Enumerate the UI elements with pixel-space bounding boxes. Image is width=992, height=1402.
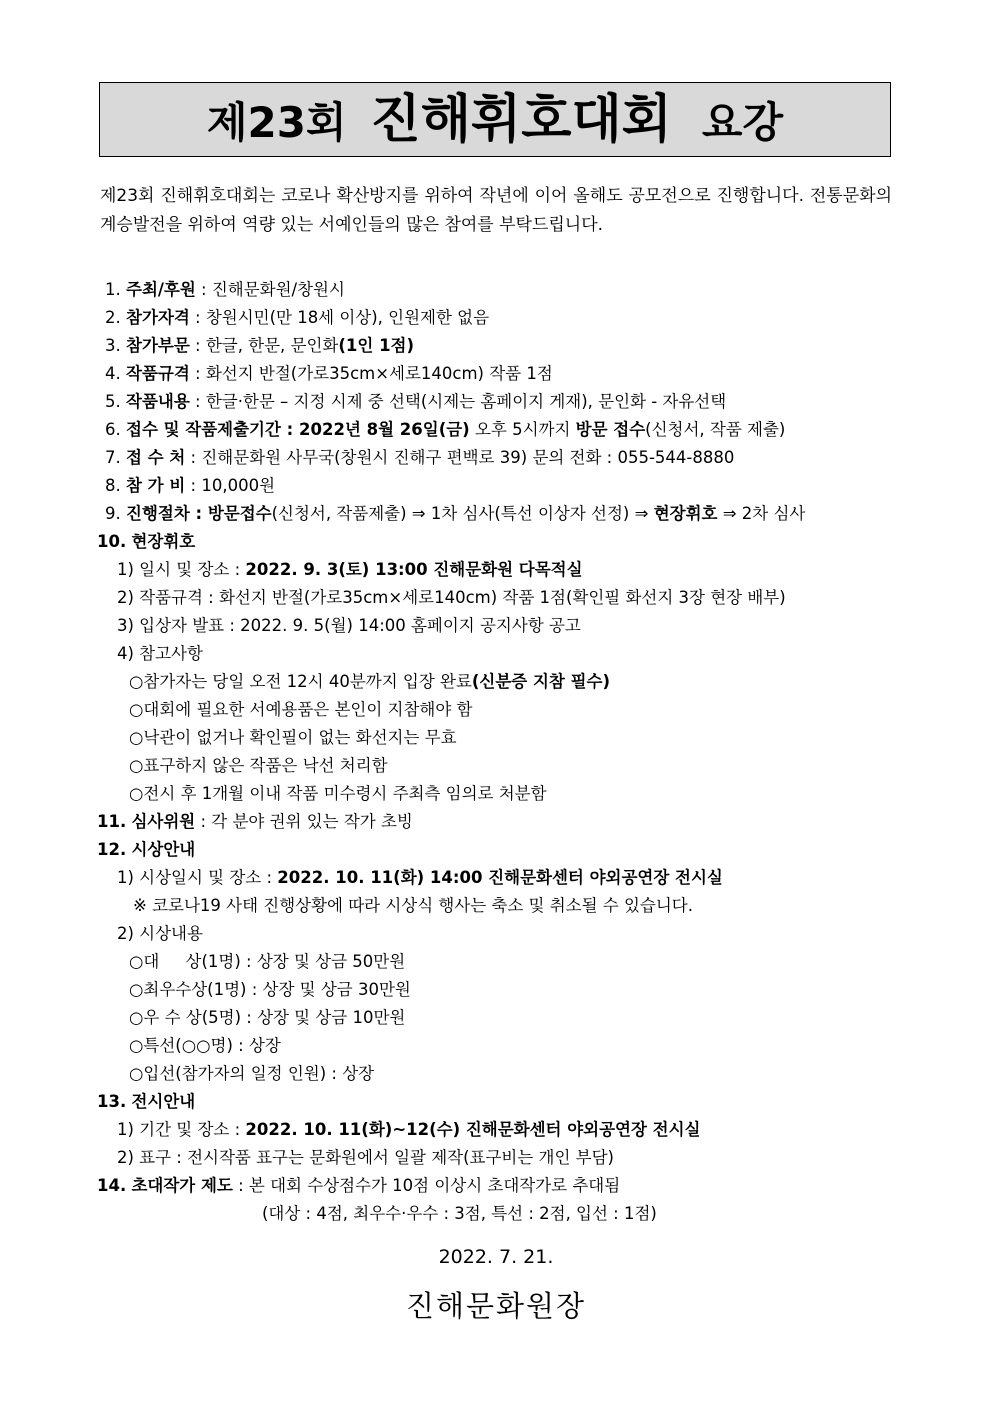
item-14-sub: (대상 : 4점, 최우수·우수 : 3점, 특선 : 2점, 입선 : 1점) [262, 1204, 657, 1223]
award-5: ○입선(참가자의 일정 인원) : 상장 [129, 1064, 375, 1083]
item-3: 3. 참가부문 : 한글, 한문, 문인화(1인 1점) [105, 336, 415, 355]
issue-date: 2022. 7. 21. [438, 1246, 554, 1268]
award-3: ○우 수 상(5명) : 상장 및 상금 10만원 [129, 1008, 406, 1027]
item-12-note: ※ 코로나19 사태 진행상황에 따라 시상식 행사는 축소 및 취소될 수 있습니다. [133, 896, 693, 915]
item-7: 7. 접 수 처 : 진해문화원 사무국(창원시 진해구 편백로 39) 문의 전화 : 055-544-8880 [105, 448, 735, 467]
item-13-1: 1) 기간 및 장소 : 2022. 10. 11(화)~12(수) 진해문화센터 야외공연장 전시실 [117, 1120, 701, 1139]
note-2: ○대회에 필요한 서예용품은 본인이 지참해야 함 [129, 700, 473, 719]
item-13-2: 2) 표구 : 전시작품 표구는 문화원에서 일괄 제작(표구비는 개인 부담) [117, 1148, 614, 1167]
intro-paragraph: 제23회 진해휘호대회는 코로나 확산방지를 위하여 작년에 이어 올해도 공모전으로 진행합니다. 전통문화의 계승발전을 위하여 역량 있는 서예인들의 많은 참여를 부탁드립니다. [100, 186, 892, 235]
item-9: 9. 진행절차 : 방문접수(신청서, 작품제출) ⇒ 1차 심사(특선 이상자 선정) ⇒ 현장휘호 ⇒ 2차 심사 [105, 504, 806, 523]
item-11: 11. 심사위원 : 각 분야 권위 있는 작가 초빙 [97, 812, 413, 831]
signature: 진해문화원장 [405, 1289, 587, 1323]
note-3: ○낙관이 없거나 확인필이 없는 화선지는 무효 [129, 728, 457, 747]
award-4: ○특선(○○명) : 상장 [129, 1036, 281, 1055]
item-10: 10. 현장휘호 [97, 532, 196, 551]
note-4: ○표구하지 않은 작품은 낙선 처리함 [129, 756, 388, 775]
title-main: 진해휘호대회 [370, 89, 672, 150]
item-10-3: 3) 입상자 발표 : 2022. 9. 5(월) 14:00 홈페이지 공지사항 공고 [117, 616, 581, 635]
award-2: ○최우수상(1명) : 상장 및 상금 30만원 [129, 980, 411, 999]
item-13: 13. 전시안내 [97, 1092, 196, 1111]
item-12: 12. 시상안내 [97, 840, 196, 859]
item-2: 2. 참가자격 : 창원시민(만 18세 이상), 인원제한 없음 [105, 308, 490, 327]
item-12-1: 1) 시상일시 및 장소 : 2022. 10. 11(화) 14:00 진해문화센터 야외공연장 전시실 [117, 868, 723, 887]
award-1: ○대 상(1명) : 상장 및 상금 50만원 [129, 952, 406, 971]
item-4: 4. 작품규격 : 화선지 반절(가로35cm×세로140cm) 작품 1점 [105, 364, 553, 383]
note-1: ○참가자는 당일 오전 12시 40분까지 입장 완료(신분증 지참 필수) [129, 672, 611, 691]
item-6: 6. 접수 및 작품제출기간 : 2022년 8월 26일(금) 오후 5시까지 방문 접수(신청서, 작품 제출) [105, 420, 786, 439]
item-8: 8. 참 가 비 : 10,000원 [105, 476, 276, 495]
item-10-1: 1) 일시 및 장소 : 2022. 9. 3(토) 13:00 진해문화원 다목적실 [117, 560, 583, 579]
title-suffix: 요강 [701, 97, 784, 147]
item-10-4: 4) 참고사항 [117, 644, 203, 663]
item-14: 14. 초대작가 제도 : 본 대회 수상점수가 10점 이상시 초대작가로 추대됨 [97, 1176, 621, 1195]
title-prefix: 제23회 [206, 97, 347, 147]
item-5: 5. 작품내용 : 한글·한문 – 지정 시제 중 선택(시제는 홈페이지 게재), 문인화 - 자유선택 [105, 392, 727, 411]
item-1: 1. 주최/후원 : 진해문화원/창원시 [105, 280, 345, 299]
item-12-2: 2) 시상내용 [117, 924, 203, 943]
item-10-2: 2) 작품규격 : 화선지 반절(가로35cm×세로140cm) 작품 1점(확인필 화선지 3장 현장 배부) [117, 588, 786, 607]
note-5: ○전시 후 1개월 이내 작품 미수령시 주최측 임의로 처분함 [129, 784, 547, 803]
